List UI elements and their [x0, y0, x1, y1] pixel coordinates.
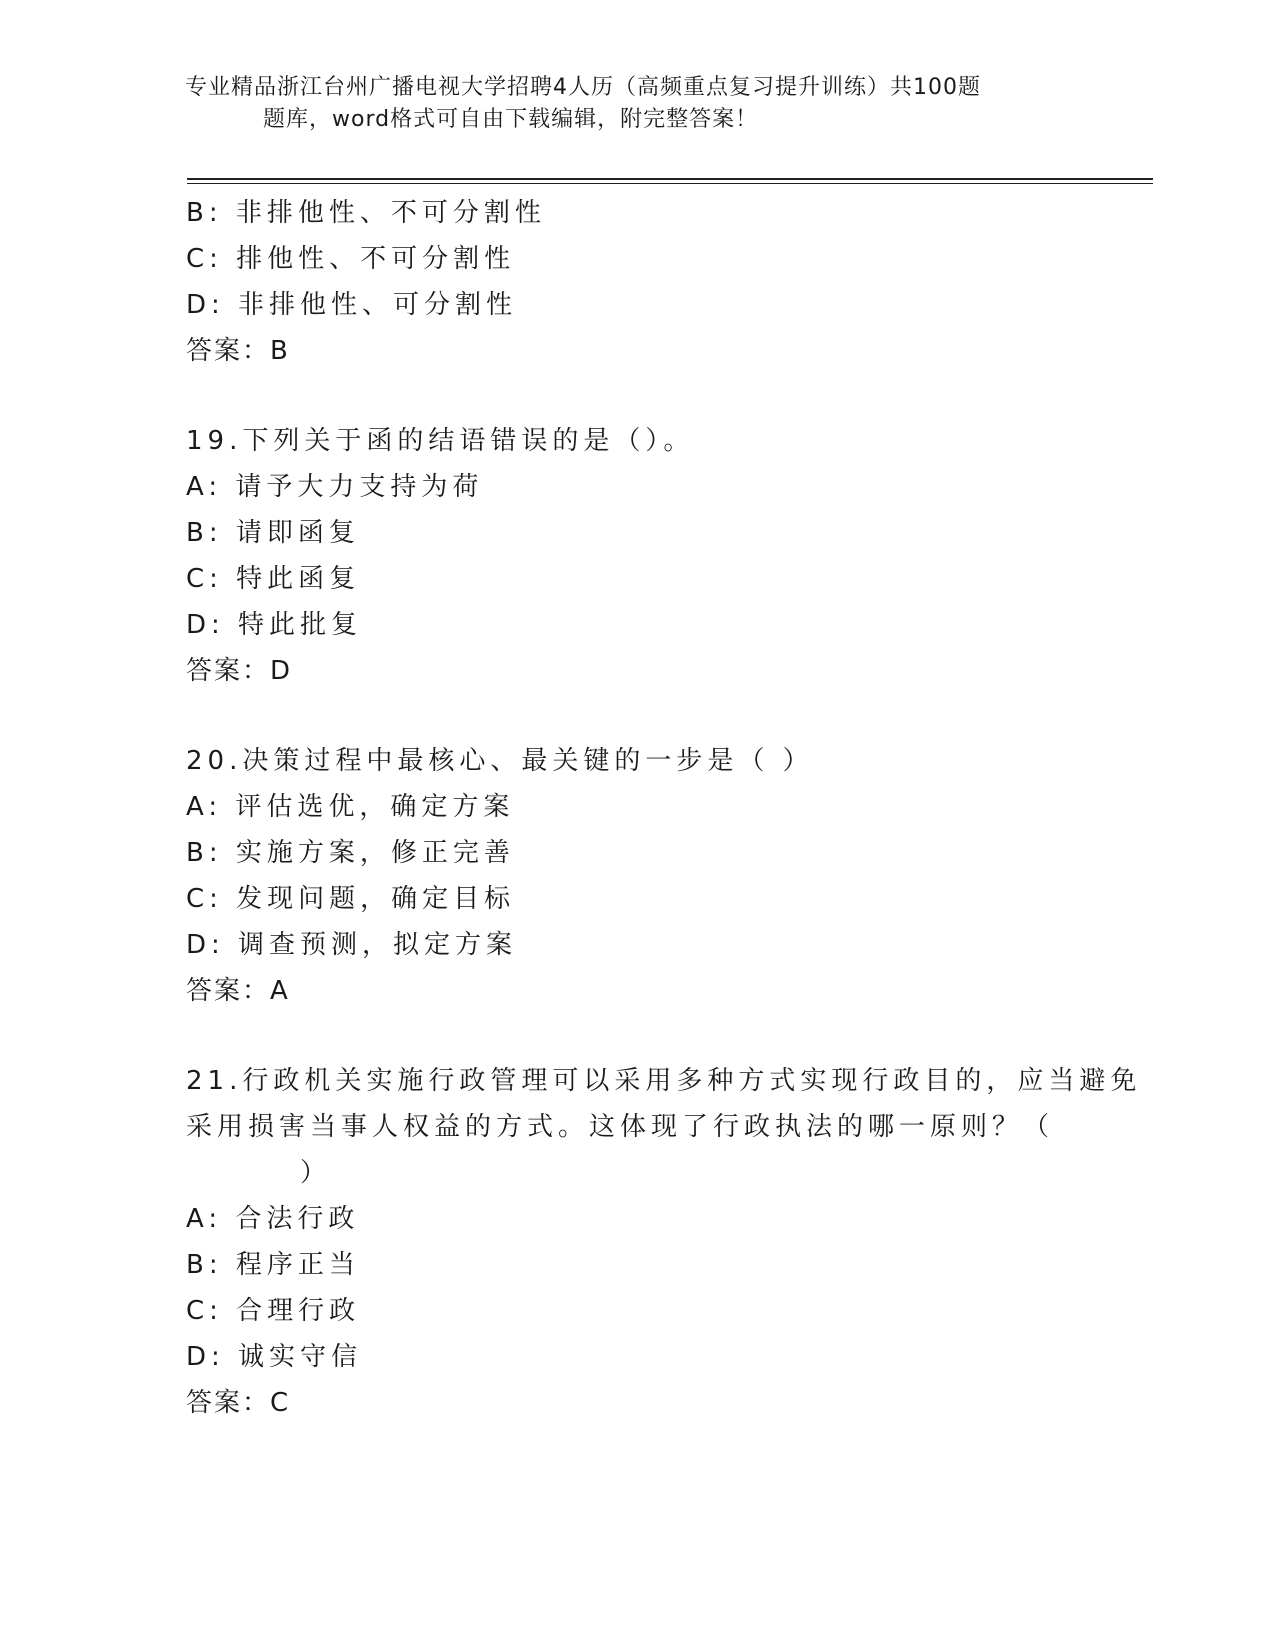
- question-stem-line-1: 21.行政机关实施行政管理可以采用多种方式实现行政目的，应当避免: [186, 1066, 1142, 1096]
- question-stem-line-2: 采用损害当事人权益的方式。这体现了行政执法的哪一原则？（: [186, 1112, 1055, 1142]
- answer-line: 答案：A: [186, 976, 290, 1006]
- option-c: C: 发现问题，确定目标: [186, 884, 516, 914]
- option-a: A: 请予大力支持为荷: [186, 472, 484, 502]
- option-d: D: 非排他性、可分割性: [186, 290, 518, 320]
- option-d: D: 特此批复: [186, 610, 363, 640]
- option-b: B: 实施方案，修正完善: [186, 838, 515, 868]
- option-b: B: 程序正当: [186, 1250, 360, 1280]
- option-c: C: 合理行政: [186, 1296, 361, 1326]
- question-stem-line-3: ）: [300, 1158, 327, 1188]
- header-divider: [187, 178, 1153, 180]
- question-list: [186, 190, 1142, 1426]
- question-stem: 20.决策过程中最核心、最关键的一步是（ ）: [186, 746, 814, 776]
- option-a: A: 合法行政: [186, 1204, 360, 1234]
- answer-line: 答案：B: [186, 336, 290, 366]
- question-stem: 19.下列关于函的结语错误的是（）。: [186, 426, 695, 456]
- question-spacer: [186, 694, 1086, 738]
- option-c: C: 特此函复: [186, 564, 361, 594]
- header-divider-thin: [187, 183, 1153, 184]
- question-21: [186, 1058, 1142, 1426]
- option-d: D: 诚实守信: [186, 1342, 363, 1372]
- header-title-line-2: 题库，word格式可自由下载编辑，附完整答案！: [263, 107, 759, 132]
- question-19: [186, 418, 1086, 694]
- option-b: B: 请即函复: [186, 518, 360, 548]
- question-spacer: [186, 374, 1086, 418]
- header-title-line-1: 专业精品浙江台州广播电视大学招聘4人历（高频重点复习提升训练）共100题: [185, 75, 981, 100]
- document-header: [185, 72, 1085, 136]
- option-b: B: 非排他性、不可分割性: [186, 198, 546, 228]
- answer-line: 答案：C: [186, 1388, 291, 1418]
- question-spacer: [186, 1014, 1086, 1058]
- question-18-tail: [186, 190, 1086, 374]
- question-20: [186, 738, 1086, 1014]
- option-c: C: 排他性、不可分割性: [186, 244, 516, 274]
- option-a: A: 评估选优，确定方案: [186, 792, 515, 822]
- option-d: D: 调查预测，拟定方案: [186, 930, 518, 960]
- answer-line: 答案：D: [186, 656, 293, 686]
